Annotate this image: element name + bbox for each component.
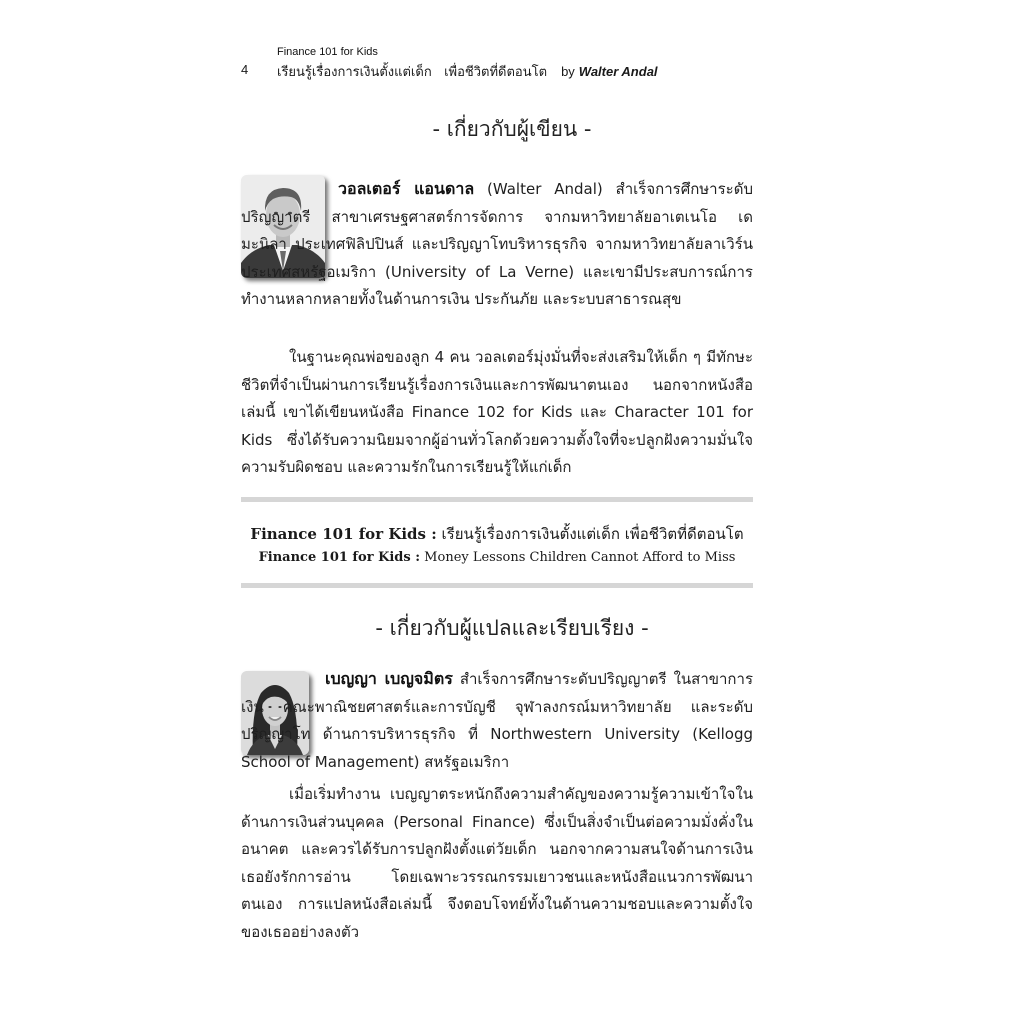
book-title-en-2: Finance 101 for Kids : xyxy=(258,550,421,565)
translator-bio-paragraph-2: เมื่อเริ่มทำงาน เบญญาตระหนักถึงความสำคัญของความรู้ความเข้าใจในด้านการเงินส่วนบุคคล (Personal Finance) ซึ่งเป็นสิ่งจำเป็นต่อความมั่งคั่งในอนาคต และควรได้รับการปลูกฝังตั้งแต่วัยเด็ก นอกจากความสนใจด้านการเงิน เธอยังรักการอ่าน โดยเฉพาะวรรณกรรมเยาวชนและหนังสือแนวการพัฒนาตนเอง การแปลหนังสือเล่มนี้ จึงตอบโจทย์ทั้งในด้านความชอบและความตั้งใจของเธออย่างลงตัว xyxy=(241,785,753,941)
author-bio-paragraph-1 xyxy=(241,175,753,314)
header-series-title: Finance 101 for Kids xyxy=(277,46,378,58)
translator-bio-text-1: สำเร็จการศึกษาระดับปริญญาตรี ในสาขาการเงิน คณะพาณิชยศาสตร์และการบัญชี จุฬาลงกรณ์มหาวิทยาลัย และระดับปริญญาโท ด้านการบริหารธุรกิจ ที่ Northwestern University (Kellogg School of Management) สหรัฐอเมริกา xyxy=(241,670,753,771)
translator-bio-paragraph-1 xyxy=(241,665,753,776)
header-author: Walter Andal xyxy=(578,64,658,79)
book-subtitle-th: เรียนรู้เรื่องการเงินตั้งแต่เด็ก เพื่อชีวิตที่ดีตอนโต xyxy=(436,525,744,543)
header-title-line xyxy=(277,61,658,82)
book-subtitle-en: Money Lessons Children Cannot Afford to Miss xyxy=(420,550,736,565)
translator-section-title: - เกี่ยวกับผู้แปลและเรียบเรียง - xyxy=(375,616,649,640)
author-bio-text-1: (Walter Andal) สำเร็จการศึกษาระดับปริญญาตรี สาขาเศรษฐศาสตร์การจัดการ จากมหาวิทยาลัยอาเตเนโอ เด มะนิลา ประเทศฟิลิปปินส์ และปริญญาโทบริหารธุรกิจ จากมหาวิทยาลัยลาเวิร์น ประเทศสหรัฐอเมริกา (University of La Verne) และเขามีประสบการณ์การทำงานหลากหลายทั้งในด้านการเงิน ประกันภัย และระบบสาธารณสุข xyxy=(241,180,753,308)
book-title-english-line xyxy=(241,550,753,565)
translator-name: เบญญา เบญจมิตร xyxy=(325,669,453,688)
divider-bottom xyxy=(241,583,753,588)
author-name: วอลเตอร์ แอนดาล xyxy=(338,179,475,198)
header-thai-title: เรียนรู้เรื่องการเงินตั้งแต่เด็ก เพื่อชีวิตที่ดีตอนโต xyxy=(277,65,548,80)
divider-top xyxy=(241,497,753,502)
header-by: by xyxy=(561,64,575,79)
author-section-title: - เกี่ยวกับผู้เขียน - xyxy=(432,117,592,141)
page-number: 4 xyxy=(241,62,249,77)
book-title-en: Finance 101 for Kids : xyxy=(250,525,437,543)
author-bio-paragraph-2: ในฐานะคุณพ่อของลูก 4 คน วอลเตอร์มุ่งมั่นที่จะส่งเสริมให้เด็ก ๆ มีทักษะชีวิตที่จำเป็นผ่านการเรียนรู้เรื่องการเงินและการพัฒนาตนเอง นอกจากหนังสือเล่มนี้ เขาได้เขียนหนังสือ Finance 102 for Kids และ Character 101 for Kids ซึ่งได้รับความนิยมจากผู้อ่านทั่วโลกด้วยความตั้งใจที่จะปลูกฝังความมั่นใจ ความรับผิดชอบ และความรักในการเรียนรู้ให้แก่เด็ก xyxy=(241,348,753,476)
book-title-thai-line xyxy=(241,522,753,546)
